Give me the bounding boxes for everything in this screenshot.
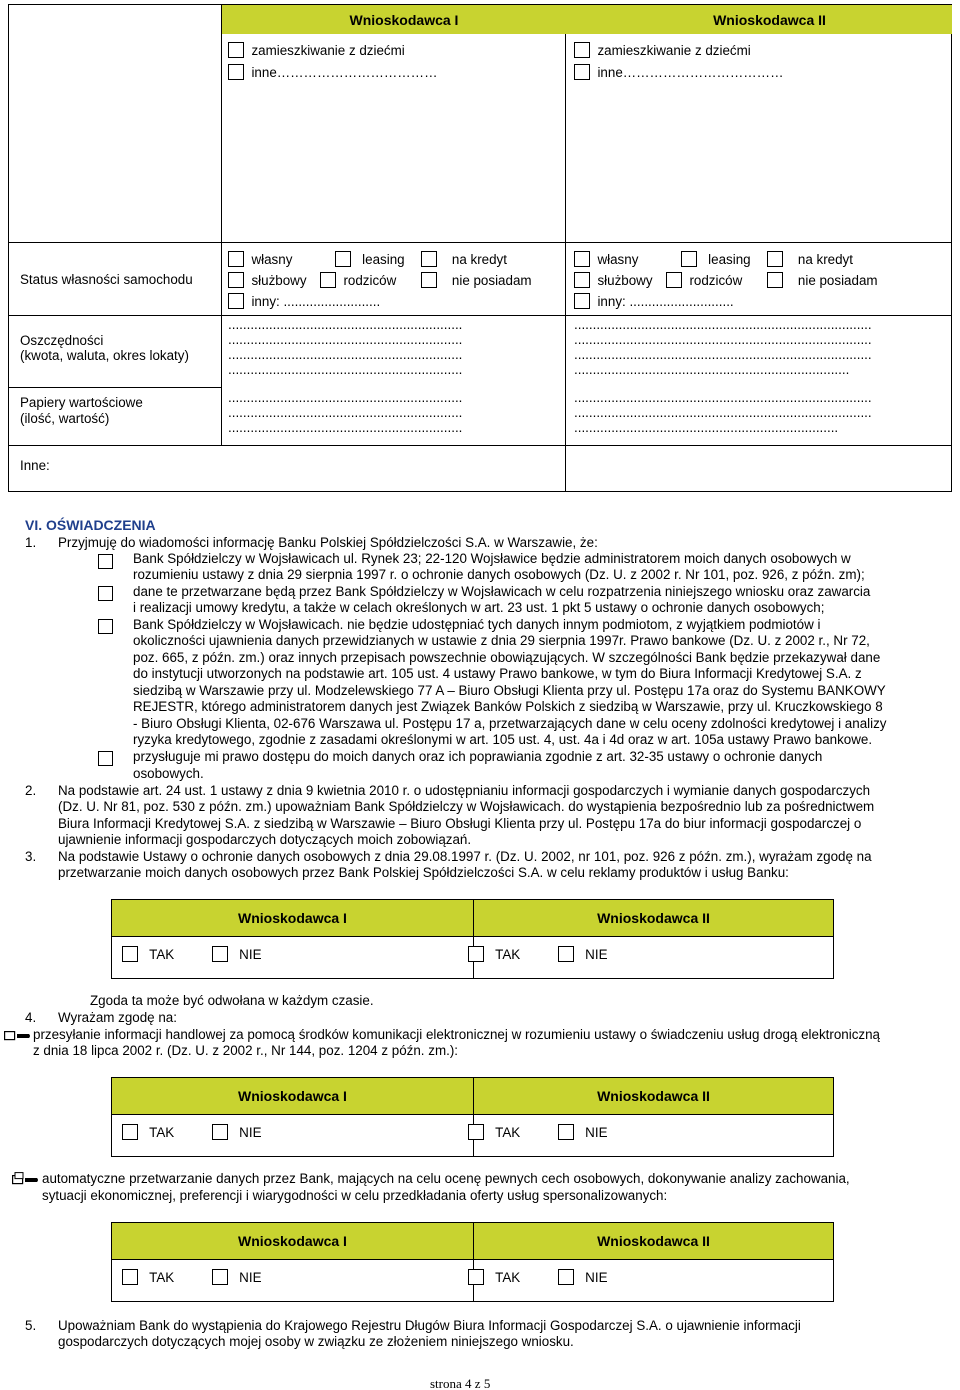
bullet-4-line: osobowych.	[133, 766, 204, 781]
checkbox[interactable]	[558, 1124, 574, 1140]
consent-nie-1[interactable]: NIE	[212, 946, 262, 963]
bullet-3-line: REJESTR, którego administratorem danych jest Związek Banków Polskich z siedzibą w Warszawie, przy ul. Kruczkowskiego 8	[133, 699, 883, 714]
securities-field-1[interactable]: ...............................................................	[228, 420, 463, 435]
item-number: 2.	[25, 783, 37, 798]
car-none-2[interactable]: nie posiadam	[767, 272, 878, 289]
checkbox[interactable]	[98, 586, 113, 601]
checkbox[interactable]	[421, 272, 437, 288]
consent-tak-1[interactable]: TAK	[122, 1124, 174, 1141]
consent-nie-2[interactable]: NIE	[558, 1124, 608, 1141]
savings-field-1[interactable]: ...............................................................	[228, 332, 463, 347]
page-number: strona 4 z 5	[430, 1376, 491, 1390]
securities-label: Papiery wartościowe	[20, 395, 143, 410]
checkbox[interactable]	[212, 946, 228, 962]
checkbox[interactable]	[228, 293, 244, 309]
item-4b-line: automatyczne przetwarzanie danych przez Bank, mających na celu ocenę pewnych cech osobowych, dokonywanie analizy zachowania,	[42, 1171, 850, 1186]
checkbox[interactable]	[122, 946, 138, 962]
consent-tak-1[interactable]: TAK	[122, 1269, 174, 1286]
consent-box-profiling	[111, 1222, 834, 1302]
car-status-label: Status własności samochodu	[20, 272, 193, 287]
item-4a-line: przesyłanie informacji handlowej za pomocą środków komunikacji elektronicznej w rozumieniu ustawy o świadczeniu usług drogą elektroniczną	[33, 1027, 880, 1042]
checkbox[interactable]	[228, 42, 244, 58]
item-4b-line: sytuacji ekonomicznej, preferencji i wiarygodności w celu przedkładania oferty usług spersonalizowanych:	[42, 1188, 668, 1203]
item-number: 4.	[25, 1010, 37, 1025]
item-2-line: Biura Informacji Kredytowej S.A. z siedzibą w Warszawie – Biuro Obsługi Klienta przy ul. Postępu 17a do biur informacji gospodarczej o	[58, 816, 862, 831]
consent-tak-1[interactable]: TAK	[122, 946, 174, 963]
checkbox[interactable]	[228, 272, 244, 288]
checkbox[interactable]	[767, 251, 783, 267]
consent-hline	[112, 1259, 833, 1260]
checkbox[interactable]	[468, 1124, 484, 1140]
savings-sublabel: (kwota, waluta, okres lokaty)	[20, 348, 189, 363]
car-leasing-2[interactable]: leasing	[681, 251, 751, 268]
car-company-2[interactable]: służbowy	[574, 272, 653, 289]
applicant-2-header: Wnioskodawca II	[713, 12, 826, 28]
car-parents-2[interactable]: rodziców	[666, 272, 742, 289]
checkbox[interactable]	[320, 272, 336, 288]
housing-option-children-2[interactable]: zamieszkiwanie z dziećmi	[574, 42, 751, 59]
consent-applicant-1: Wnioskodawca I	[238, 1088, 347, 1104]
item-4-text: Wyrażam zgodę na:	[58, 1010, 177, 1025]
other-label: Inne:	[20, 458, 50, 473]
row-line-securities	[9, 387, 221, 388]
applicant-1-header: Wnioskodawca I	[349, 12, 459, 28]
consent-box-electronic	[111, 1077, 834, 1157]
consent-hline	[112, 936, 833, 937]
consent-applicant-1: Wnioskodawca I	[238, 1233, 347, 1249]
housing-option-other-2[interactable]: inne………………………………	[574, 64, 783, 81]
consent-divider	[473, 1078, 474, 1156]
consent-nie-2[interactable]: NIE	[558, 946, 608, 963]
securities-field-1[interactable]: ...............................................................	[228, 390, 463, 405]
bullet-2-line: i realizacji umowy kredytu, a także w celach określonych w art. 23 ust. 1 pkt 5 ustawy o ochronie danych osobowych;	[133, 600, 825, 615]
item-5-line: gospodarczych dotyczących mojej osoby w związku ze złożeniem niniejszego wniosku.	[58, 1334, 574, 1349]
consent-tak-2[interactable]: TAK	[468, 1124, 520, 1141]
checkbox[interactable]	[574, 293, 590, 309]
checkbox[interactable]	[558, 946, 574, 962]
checkbox[interactable]	[574, 42, 590, 58]
housing-option-other-1[interactable]: inne………………………………	[228, 64, 437, 81]
checkbox[interactable]	[228, 64, 244, 80]
divider-left	[221, 5, 222, 446]
securities-field-2[interactable]: ................................................................................	[574, 405, 872, 420]
car-none-1[interactable]: nie posiadam	[421, 272, 532, 289]
bullet-box-hand-icon	[4, 1028, 32, 1042]
checkbox[interactable]	[681, 251, 697, 267]
section-title: VI. OŚWIADCZENIA	[25, 517, 156, 533]
checkbox[interactable]	[98, 554, 113, 569]
car-own-2[interactable]: własny	[574, 251, 638, 268]
consent-applicant-2: Wnioskodawca II	[597, 910, 710, 926]
item-3-line: przetwarzanie moich danych osobowych przez Bank Polskiej Spółdzielczości S.A. w celu reklamy produktów i usług Banku:	[58, 865, 789, 880]
consent-nie-1[interactable]: NIE	[212, 1124, 262, 1141]
checkbox[interactable]	[421, 251, 437, 267]
checkbox[interactable]	[574, 251, 590, 267]
bullet-1-line: Bank Spółdzielczy w Wojsławicach ul. Rynek 23; 22-120 Wojsławice będzie administratorem moich danych osobowych w	[133, 551, 851, 566]
bullet-3-line: siedzibą w Warszawie przy ul. Modzelewskiego 77 A – Biuro Obsługi Klienta przy ul. Postępu 17a oraz do Systemu BANKOWY	[133, 683, 886, 698]
item-number: 5.	[25, 1318, 37, 1333]
savings-field-1[interactable]: ...............................................................	[228, 347, 463, 362]
bullet-box-hand-icon	[12, 1172, 40, 1186]
bullet-3-line: do instytucji utworzonych na podstawie art. 105 ust. 4 ustawy Prawo bankowe, w tym do Biura Informacji Kredytowej S.A. z	[133, 666, 862, 681]
bullet-3-line: Bank Spółdzielczy w Wojsławicach. nie będzie udostępniać tych danych innym podmiotom, z wyjątkiem podmiotów i	[133, 617, 821, 632]
checkbox[interactable]	[228, 251, 244, 267]
savings-field-1[interactable]: ...............................................................	[228, 362, 463, 377]
consent-nie-2[interactable]: NIE	[558, 1269, 608, 1286]
car-leasing-1[interactable]: leasing	[335, 251, 405, 268]
item-3-line: Na podstawie Ustawy o ochronie danych osobowych z dnia 29.08.1997 r. (Dz. U. 2002, nr 101, poz. 926 z późn. zm.), wyrażam zgodę na	[58, 849, 872, 864]
bullet-3-line: - Biuro Obsługi Klienta, 02-676 Warszawa ul. Postępu 17 a, przetwarzających dane w celu oceny zdolności kredytowej i analizy	[133, 716, 887, 731]
securities-field-2[interactable]: .......................................................................	[574, 420, 839, 435]
car-other-2[interactable]: inny: ............................	[574, 293, 734, 310]
bullet-1-line: rozumieniu ustawy z dnia 29 sierpnia 1997 r. o ochronie danych osobowych (Dz. U. z 2002 r. Nr 101, poz. 926, z późn. zm);	[133, 567, 865, 582]
row-line-car	[9, 242, 952, 243]
bullet-3-line: poz. 665, z późn. zm.) oraz innych przepisach powszechnie obowiązujących. W szczególności Bank będzie przekazywał dane	[133, 650, 881, 665]
bullet-3-line: ryzyka kredytowego, zgodnie z zasadami określonymi w art. 105 ust. 4, ust. 4a i 4d oraz w art. 105a ustawy Prawo bankowe.	[133, 732, 873, 747]
checkbox[interactable]	[468, 946, 484, 962]
item-5-line: Upoważniam Bank do wystąpienia do Krajowego Rejestru Długów Biura Informacji Gospodarczej S.A. o ujawnienie informacji	[58, 1318, 801, 1333]
bullet-2-line: dane te przetwarzane będą przez Bank Spółdzielczy w Wojsławicach w celu rozpatrzenia niniejszego wniosku oraz zawarcia	[133, 584, 871, 599]
consent-applicant-1: Wnioskodawca I	[238, 910, 347, 926]
checkbox[interactable]	[468, 1269, 484, 1285]
consent-nie-1[interactable]: NIE	[212, 1269, 262, 1286]
car-company-1[interactable]: służbowy	[228, 272, 307, 289]
bullet-4-line: przysługuje mi prawo dostępu do moich danych oraz ich poprawiania zgodnie z art. 32-35 ustawy o ochronie danych	[133, 749, 823, 764]
item-number: 3.	[25, 849, 37, 864]
car-credit-1[interactable]: na kredyt	[421, 251, 507, 268]
consent-applicant-2: Wnioskodawca II	[597, 1233, 710, 1249]
car-parents-1[interactable]: rodziców	[320, 272, 396, 289]
checkbox[interactable]	[558, 1269, 574, 1285]
item-4a-line: z dnia 18 lipca 2002 r. (Dz. U. z 2002 r., Nr 144, poz. 1204 z późn. zm.):	[33, 1043, 458, 1058]
consent-hline	[112, 1114, 833, 1115]
checkbox[interactable]	[212, 1124, 228, 1140]
checkbox[interactable]	[98, 751, 113, 766]
securities-sublabel: (ilość, wartość)	[20, 411, 110, 426]
bullet-3-line: okoliczności ujawnienia danych przewidzianych w ustawie z dnia 29 sierpnia 1997r. Prawo bankowe (Dz. U. z 2002 r., Nr 72,	[133, 633, 870, 648]
savings-field-2[interactable]: ................................................................................	[574, 317, 872, 332]
item-number: 1.	[25, 535, 37, 550]
car-credit-2[interactable]: na kredyt	[767, 251, 853, 268]
checkbox[interactable]	[767, 272, 783, 288]
securities-field-2[interactable]: ................................................................................	[574, 390, 872, 405]
row-line-other	[9, 445, 952, 446]
item-2-line: Na podstawie art. 24 ust. 1 ustawy z dnia 9 kwietnia 2010 r. o udostępnianiu informacji gospodarczych i wymianie danych gospodarczych	[58, 783, 871, 798]
savings-field-2[interactable]: ..........................................................................	[574, 362, 850, 377]
checkbox[interactable]	[122, 1124, 138, 1140]
consent-tak-2[interactable]: TAK	[468, 1269, 520, 1286]
securities-field-1[interactable]: ...............................................................	[228, 405, 463, 420]
checkbox[interactable]	[335, 251, 351, 267]
consent-note: Zgoda ta może być odwołana w każdym czasie.	[90, 993, 374, 1008]
housing-option-children-1[interactable]: zamieszkiwanie z dziećmi	[228, 42, 405, 59]
consent-divider	[473, 1223, 474, 1301]
divider-middle	[565, 34, 566, 492]
row-line-savings	[9, 315, 952, 316]
savings-field-2[interactable]: ................................................................................	[574, 347, 872, 362]
car-own-1[interactable]: własny	[228, 251, 292, 268]
consent-tak-2[interactable]: TAK	[468, 946, 520, 963]
consent-divider	[473, 900, 474, 978]
savings-field-2[interactable]: ................................................................................	[574, 332, 872, 347]
consent-box-advertising	[111, 899, 834, 979]
checkbox[interactable]	[574, 272, 590, 288]
car-other-1[interactable]: inny: ..........................	[228, 293, 380, 310]
checkbox[interactable]	[212, 1269, 228, 1285]
checkbox[interactable]	[574, 64, 590, 80]
item-1-text: Przyjmuję do wiadomości informację Banku Polskiej Spółdzielczości S.A. w Warszawie, że:	[58, 535, 598, 550]
checkbox[interactable]	[98, 619, 113, 634]
savings-label: Oszczędności	[20, 333, 104, 348]
item-2-line: (Dz. U. Nr 81, poz. 530 z późn. zm.) upoważniam Bank Spółdzielczy w Wojsławicach. do wystąpienia bezpośrednio lub za pośrednictwem	[58, 799, 875, 814]
consent-applicant-2: Wnioskodawca II	[597, 1088, 710, 1104]
item-2-line: ujawnienie informacji gospodarczych dotyczących moich zobowiązań.	[58, 832, 472, 847]
checkbox[interactable]	[666, 272, 682, 288]
savings-field-1[interactable]: ...............................................................	[228, 317, 463, 332]
checkbox[interactable]	[122, 1269, 138, 1285]
